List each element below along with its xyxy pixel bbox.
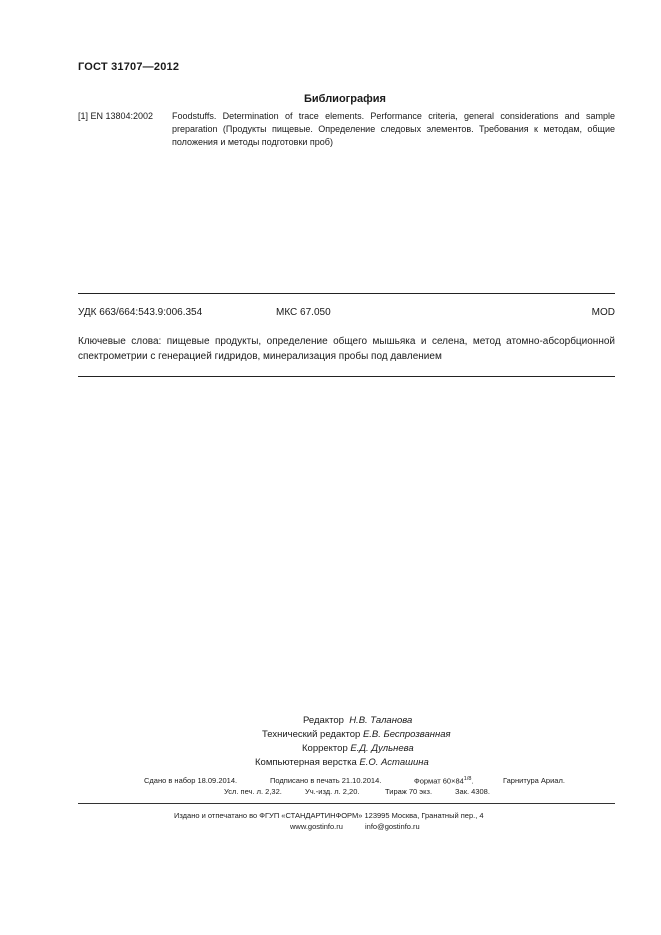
bibliography-title: Библиография (304, 93, 386, 105)
keywords: Ключевые слова: пищевые продукты, определение общего мышьяка и селена, метод атомно-абсорбционной спектрометрии с генерацией гидридов, минерализация пробы под давлением (78, 336, 615, 362)
mod-code: MOD (591, 307, 615, 318)
imprint-signed: Подписано в печать 21.10.2014. (270, 776, 382, 785)
imprint-line-1: Сдано в набор 18.09.2014. (144, 776, 238, 785)
bibliography-text: Foodstuffs. Determination of trace elements. Performance criteria, general considerations and sample preparation (Продукты пищевые. Определение следовых элементов. Требования к методам, общие положения и методы подготовки проб) (172, 111, 615, 147)
imprint-pub-sheets: Уч.-изд. л. 2,20. (305, 787, 360, 796)
bibliography-ref: [1] EN 13804:2002 (78, 111, 154, 121)
mks-code: МКС 67.050 (276, 307, 331, 318)
divider-top (78, 293, 615, 294)
credit-tech-editor: Технический редактор Е.В. Беспрозванная (262, 729, 451, 740)
imprint-order: Зак. 4308. (455, 787, 490, 796)
imprint-run: Тираж 70 экз. (385, 787, 433, 796)
credit-corrector: Корректор Е.Д. Дульнева (302, 743, 414, 754)
divider-imprint (78, 803, 615, 804)
credit-layout: Компьютерная верстка Е.О. Асташина (255, 757, 429, 768)
standard-number: ГОСТ 31707—2012 (78, 61, 180, 73)
imprint-typeface: Гарнитура Ариал. (503, 776, 565, 785)
credit-editor: Редактор Н.В. Таланова (303, 715, 413, 726)
imprint-email: info@gostinfo.ru (365, 822, 420, 831)
udc-code: УДК 663/664:543.9:006.354 (78, 307, 203, 318)
imprint-publisher: Издано и отпечатано во ФГУП «СТАНДАРТИНФОРМ» 123995 Москва, Гранатный пер., 4 (174, 811, 484, 820)
divider-keywords (78, 376, 615, 377)
imprint-format: Формат $60\times 84^{1/8}$. (414, 776, 474, 786)
imprint-website: www.gostinfo.ru (290, 822, 343, 831)
imprint-print-sheets: Усл. печ. л. 2,32. (224, 787, 282, 796)
